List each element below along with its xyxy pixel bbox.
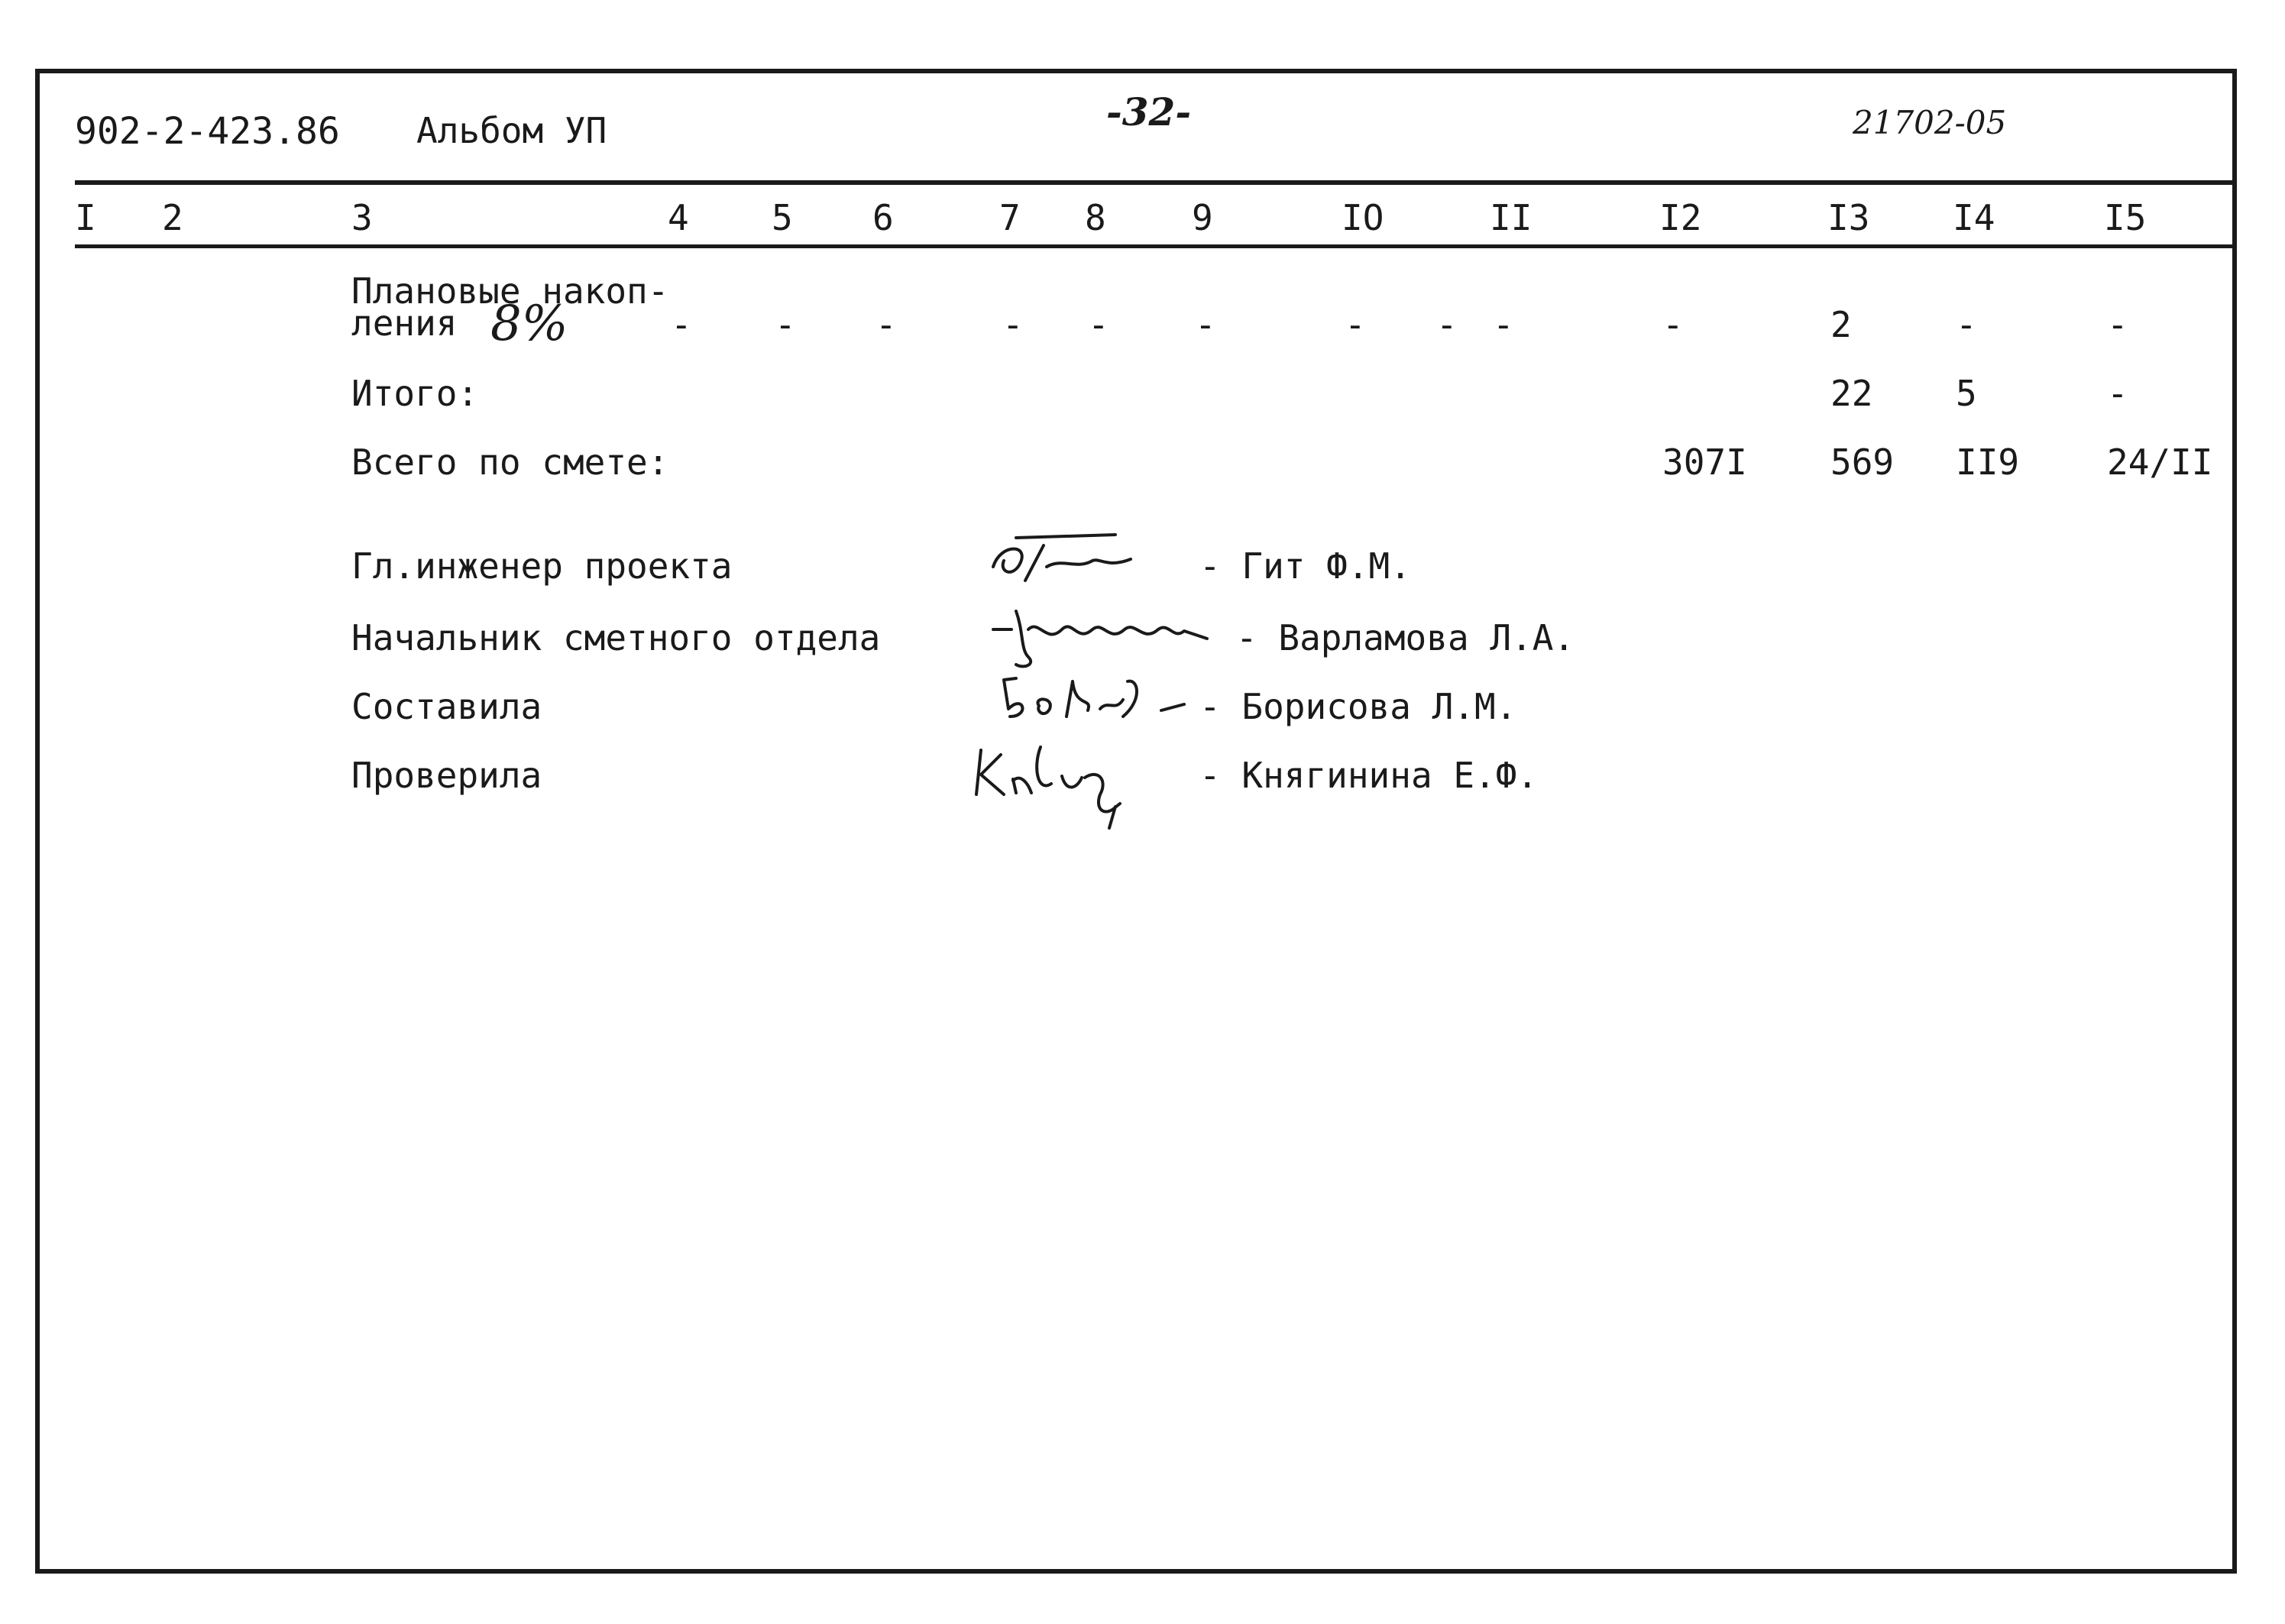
column-number: 4 — [668, 197, 689, 238]
column-number: 9 — [1192, 197, 1213, 238]
signature-role: Составила — [351, 686, 542, 727]
signature-role: Проверила — [351, 755, 542, 796]
table-cell: 5 — [1956, 373, 1977, 414]
column-number: II — [1490, 197, 1533, 238]
column-number: 2 — [162, 197, 183, 238]
table-cell: II9 — [1956, 442, 2020, 483]
column-number: 6 — [872, 197, 894, 238]
handwritten-signature — [993, 596, 1215, 672]
table-cell: - — [2107, 373, 2128, 414]
signature-name: - Княгинина Е.Ф. — [1199, 755, 1539, 796]
handwritten-signature — [986, 527, 1161, 596]
table-cell: 2 — [1830, 304, 1852, 345]
document-code: 902-2-423.86 — [75, 110, 340, 153]
table-cell: - — [1345, 304, 1366, 345]
table-cell: - — [1956, 304, 1977, 345]
columns-rule — [75, 244, 2237, 248]
column-number: I2 — [1659, 197, 1702, 238]
handwritten-signature — [970, 733, 1161, 833]
row-label: Итого: — [351, 373, 479, 414]
table-cell: - — [671, 304, 692, 345]
signature-name: - Варламова Л.А. — [1236, 617, 1575, 658]
column-number: 8 — [1085, 197, 1106, 238]
table-cell: 22 — [1830, 373, 1873, 414]
table-cell: - — [1088, 304, 1109, 345]
percent-value: 8% — [490, 296, 568, 352]
table-cell: 307I — [1662, 442, 1747, 483]
page-number: -32- — [1106, 89, 1192, 134]
table-cell: - — [1195, 304, 1216, 345]
table-cell: - — [2107, 304, 2128, 345]
table-cell: - — [1493, 304, 1514, 345]
signature-role: Начальник сметного отдела — [351, 617, 881, 658]
table-cell: - — [1002, 304, 1024, 345]
row-label: Всего по смете: — [351, 442, 669, 483]
column-number: IO — [1342, 197, 1384, 238]
signature-role: Гл.инженер проекта — [351, 545, 733, 587]
signature-name: - Борисова Л.М. — [1199, 686, 1517, 727]
column-number: I4 — [1953, 197, 1995, 238]
column-number: I3 — [1827, 197, 1870, 238]
table-cell: 569 — [1830, 442, 1895, 483]
table-cell: 24/II — [2107, 442, 2213, 483]
signature-name: - Гит Ф.М. — [1199, 545, 1411, 587]
table-cell: - — [775, 304, 796, 345]
header-rule — [75, 180, 2237, 185]
table-cell: - — [1436, 304, 1458, 345]
row-label: ления — [351, 302, 458, 344]
handwritten-signature — [993, 663, 1192, 739]
column-number: 3 — [351, 197, 373, 238]
column-number: 5 — [772, 197, 793, 238]
column-number: I — [75, 197, 96, 238]
column-number: 7 — [999, 197, 1021, 238]
album-label: Альбом УП — [416, 110, 607, 151]
inventory-number: 21702-05 — [1853, 104, 2007, 141]
table-cell: - — [875, 304, 897, 345]
column-number: I5 — [2104, 197, 2147, 238]
row-label: Плановые накоп- — [351, 270, 669, 312]
table-cell: - — [1662, 304, 1684, 345]
